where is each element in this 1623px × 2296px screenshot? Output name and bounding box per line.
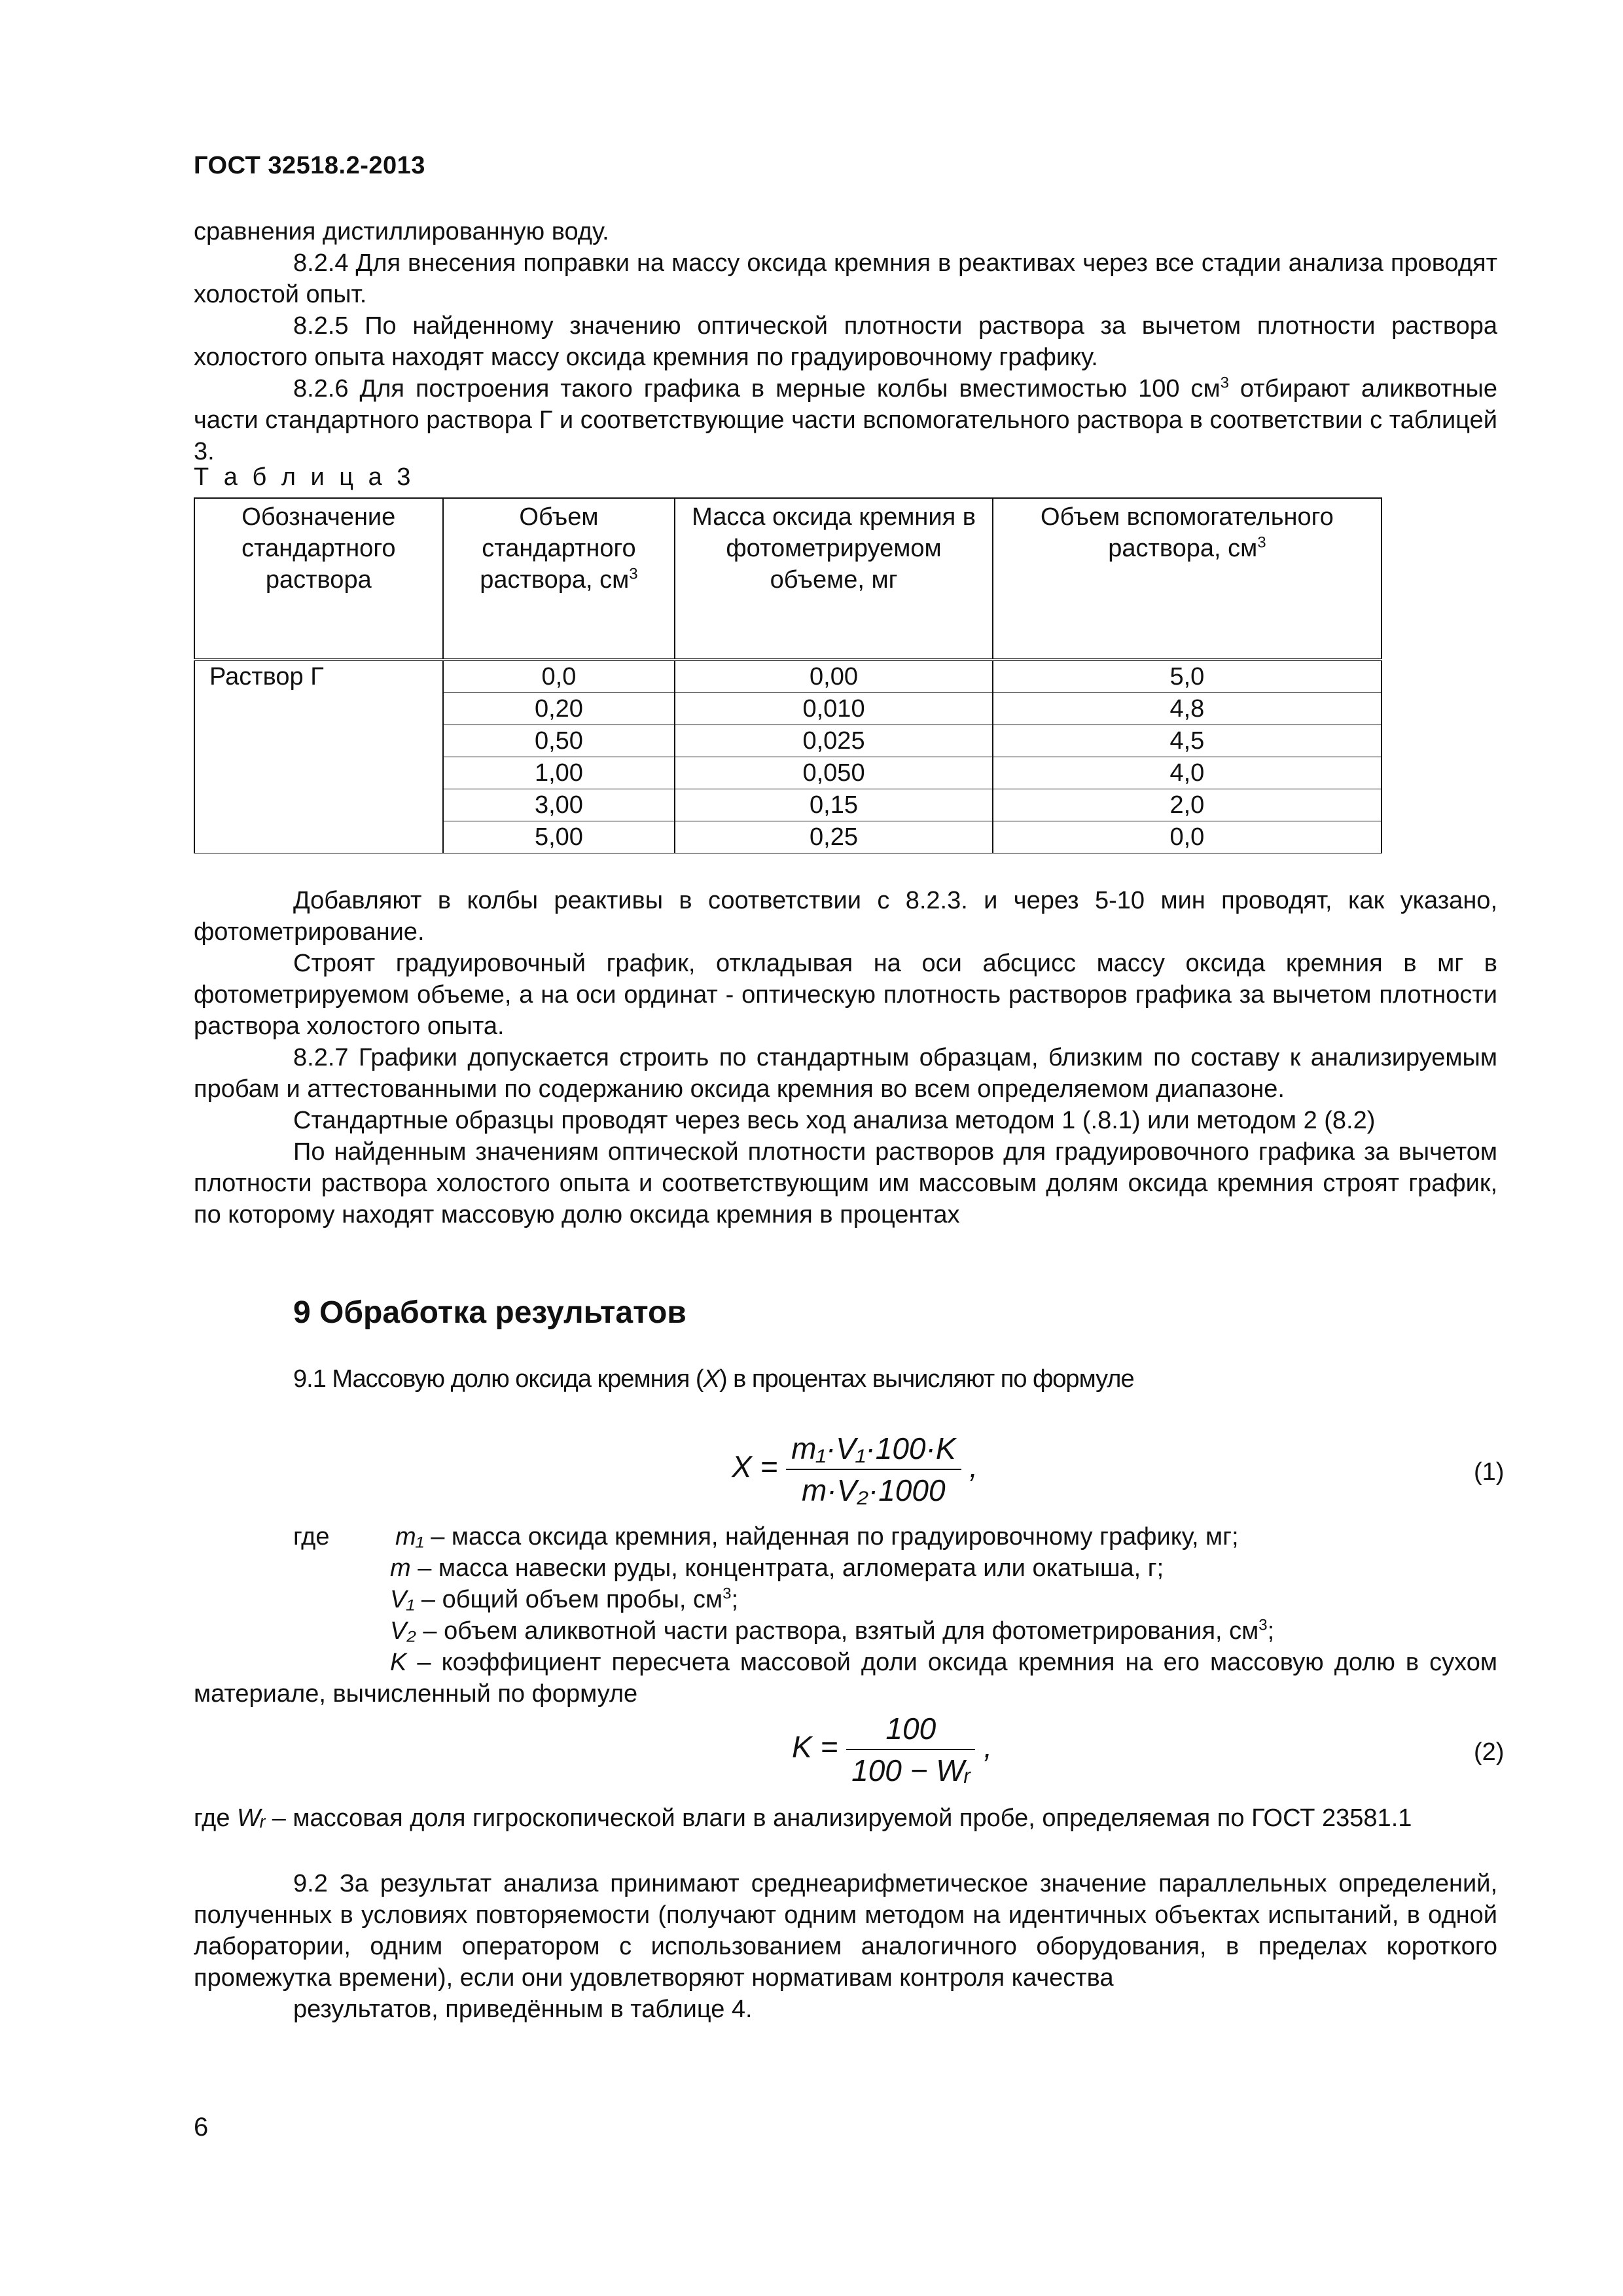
def-m-text: – масса навески руды, концентрата, агломерата или окатыша, г; [410, 1554, 1164, 1582]
cell-mass: 0,00 [675, 660, 993, 693]
formula-2-denominator: 100 − Wᵣ [851, 1753, 971, 1787]
superscript: 3 [1257, 533, 1266, 552]
paragraph-continuation: сравнения дистиллированную воду. [194, 218, 609, 245]
def-v1-tail: ; [731, 1586, 739, 1613]
formula-2-lhs: K = [792, 1730, 838, 1765]
symbol-v1: V₁ [390, 1586, 415, 1613]
cell-aux: 5,0 [993, 660, 1382, 693]
cell-volume: 0,20 [443, 693, 675, 725]
col-header-designation: Обозначение стандартного раствора [194, 498, 443, 660]
where-label: где [293, 1523, 330, 1551]
col-header-aux-volume-text: Объем вспомогательного раствора, см [1041, 503, 1334, 562]
symbol-m1: m₁ [395, 1523, 424, 1551]
formula-1 [732, 1431, 978, 1508]
formula-1-comma: , [969, 1450, 978, 1484]
cell-volume: 3,00 [443, 789, 675, 821]
superscript: 3 [1258, 1616, 1268, 1634]
def-v1 [390, 1584, 738, 1615]
paragraph-8-2-6-text-a: 8.2.6 Для построения такого графика в мерные колбы вместимостью 100 см [293, 375, 1221, 403]
paragraph-build-graph: Строят градуировочный график, откладывая на оси абсцисс массу оксида кремния в мг в фотометрируемом объеме, а на оси ординат - оптическую плотность растворов графика за вычетом плотности раствора холостого опыта. [194, 950, 1497, 1040]
cell-volume: 1,00 [443, 757, 675, 789]
formula-1-fraction [786, 1431, 961, 1508]
document-header: ГОСТ 32518.2-2013 [194, 152, 425, 179]
symbol-m: m [390, 1554, 411, 1582]
col-header-mass: Масса оксида кремния в фотометрируемом объеме, мг [675, 498, 993, 660]
superscript: 3 [722, 1585, 732, 1603]
formula-1-denominator: m·V₂·1000 [802, 1473, 946, 1507]
def-k [194, 1647, 1497, 1710]
def-wr-prefix: где [194, 1804, 238, 1832]
after-table-text [194, 885, 1497, 1230]
formula-2 [792, 1711, 992, 1788]
def-wr [194, 1803, 1497, 1834]
cell-aux: 4,5 [993, 725, 1382, 757]
cell-aux: 0,0 [993, 821, 1382, 853]
col-header-volume-text: Объем стандартного раствора, см [480, 503, 636, 594]
paragraph-8-2-6-text-b: отбирают аликвотные части стандартного раствора Г и соответствующие части вспомогательного раствора в соответствии с таблицей 3. [194, 375, 1497, 465]
formula-1-number: (1) [1474, 1458, 1505, 1486]
variable-x: X [703, 1365, 719, 1393]
paragraph-8-2-6 [194, 373, 1497, 467]
paragraph-9-2: 9.2 За результат анализа принимают среднеарифметическое значение параллельных определений, полученных в условиях повторяемости (получают одним методом на идентичных объектах испытаний, в одной лаборатории, одним оператором с использованием аналогичного оборудования, в пределах короткого промежутка времени), если они удовлетворяют нормативам контроля качества [194, 1870, 1497, 1992]
formula-2-fraction [846, 1711, 975, 1788]
col-header-volume [443, 498, 675, 660]
def-v2-tail: ; [1267, 1617, 1275, 1645]
cell-volume: 5,00 [443, 821, 675, 853]
cell-mass: 0,25 [675, 821, 993, 853]
col-header-aux-volume [993, 498, 1382, 660]
formula-2-number: (2) [1474, 1738, 1505, 1766]
def-v2-text: – объем аликвотной части раствора, взятый для фотометрирования, см [416, 1617, 1259, 1645]
paragraph-found-values: По найденным значениям оптической плотности растворов для градуировочного графика за вычетом плотности раствора холостого опыта и соответствующим им массовым долям оксида кремния строят график, по которому находят массовую долю оксида кремния в процентах [194, 1138, 1497, 1229]
paragraph-9-1 [293, 1365, 1134, 1393]
table-caption: Т а б л и ц а 3 [194, 463, 415, 491]
formula-1-numerator: m₁·V₁·100·K [786, 1431, 961, 1470]
paragraph-add-reagents: Добавляют в колбы реактивы в соответствии с 8.2.3. и через 5-10 мин проводят, как указано, фотометрирование. [194, 887, 1497, 946]
paragraph-9-1-text-a: 9.1 Массовую долю оксида кремния ( [293, 1365, 704, 1393]
paragraph-9-2-block [194, 1868, 1497, 2025]
cell-aux: 2,0 [993, 789, 1382, 821]
cell-mass: 0,025 [675, 725, 993, 757]
cell-mass: 0,010 [675, 693, 993, 725]
def-k-text: – коэффициент пересчета массовой доли оксида кремния на его массовую долю в сухом материале, вычисленный по формуле [194, 1649, 1497, 1708]
paragraph-8-2-7: 8.2.7 Графики допускается строить по стандартным образцам, близким по составу к анализируемым пробам и аттестованными по содержанию оксида кремния во всем определяемом диапазоне. [194, 1044, 1497, 1103]
page-number: 6 [194, 2113, 209, 2142]
cell-aux: 4,8 [993, 693, 1382, 725]
symbol-k: K [390, 1649, 407, 1676]
paragraph-standard-samples: Стандартные образцы проводят через весь ход анализа методом 1 (.8.1) или методом 2 (8.2) [293, 1107, 1376, 1134]
cell-mass: 0,050 [675, 757, 993, 789]
superscript: 3 [629, 565, 638, 583]
symbol-wr: Wᵣ [237, 1804, 266, 1832]
formula-2-comma: , [984, 1730, 993, 1765]
cell-solution: Раствор Г [194, 660, 443, 853]
cell-mass: 0,15 [675, 789, 993, 821]
paragraph-8-2-4: 8.2.4 Для внесения поправки на массу оксида кремния в реактивах через все стадии анализа проводят холостой опыт. [194, 249, 1497, 308]
cell-volume: 0,50 [443, 725, 675, 757]
def-m1 [395, 1521, 1239, 1552]
cell-aux: 4,0 [993, 757, 1382, 789]
cell-volume: 0,0 [443, 660, 675, 693]
def-v1-text: – общий объем пробы, см [414, 1586, 723, 1613]
paragraph-9-1-text-b: ) в процентах вычисляют по формуле [719, 1365, 1134, 1393]
table-row [194, 660, 1382, 693]
table-3 [194, 497, 1382, 853]
symbol-v2: V₂ [390, 1617, 416, 1645]
formula-2-numerator: 100 [846, 1711, 975, 1750]
def-m [390, 1552, 1164, 1584]
paragraph-8-2-5: 8.2.5 По найденному значению оптической плотности раствора за вычетом плотности раствора холостого опыта находят массу оксида кремния по градуировочному графику. [194, 312, 1497, 371]
formula-1-lhs: X = [732, 1450, 778, 1484]
section-9-title: 9 Обработка результатов [293, 1295, 687, 1330]
def-v2 [390, 1615, 1274, 1647]
def-m1-text: – масса оксида кремния, найденная по градуировочному графику, мг; [423, 1523, 1239, 1551]
intro-text [194, 216, 1497, 467]
paragraph-9-2-end: результатов, приведённым в таблице 4. [293, 1996, 753, 2023]
superscript: 3 [1220, 374, 1229, 392]
def-wr-text: – массовая доля гигроскопической влаги в анализируемой пробе, определяемая по ГОСТ 23581.1 [265, 1804, 1412, 1832]
